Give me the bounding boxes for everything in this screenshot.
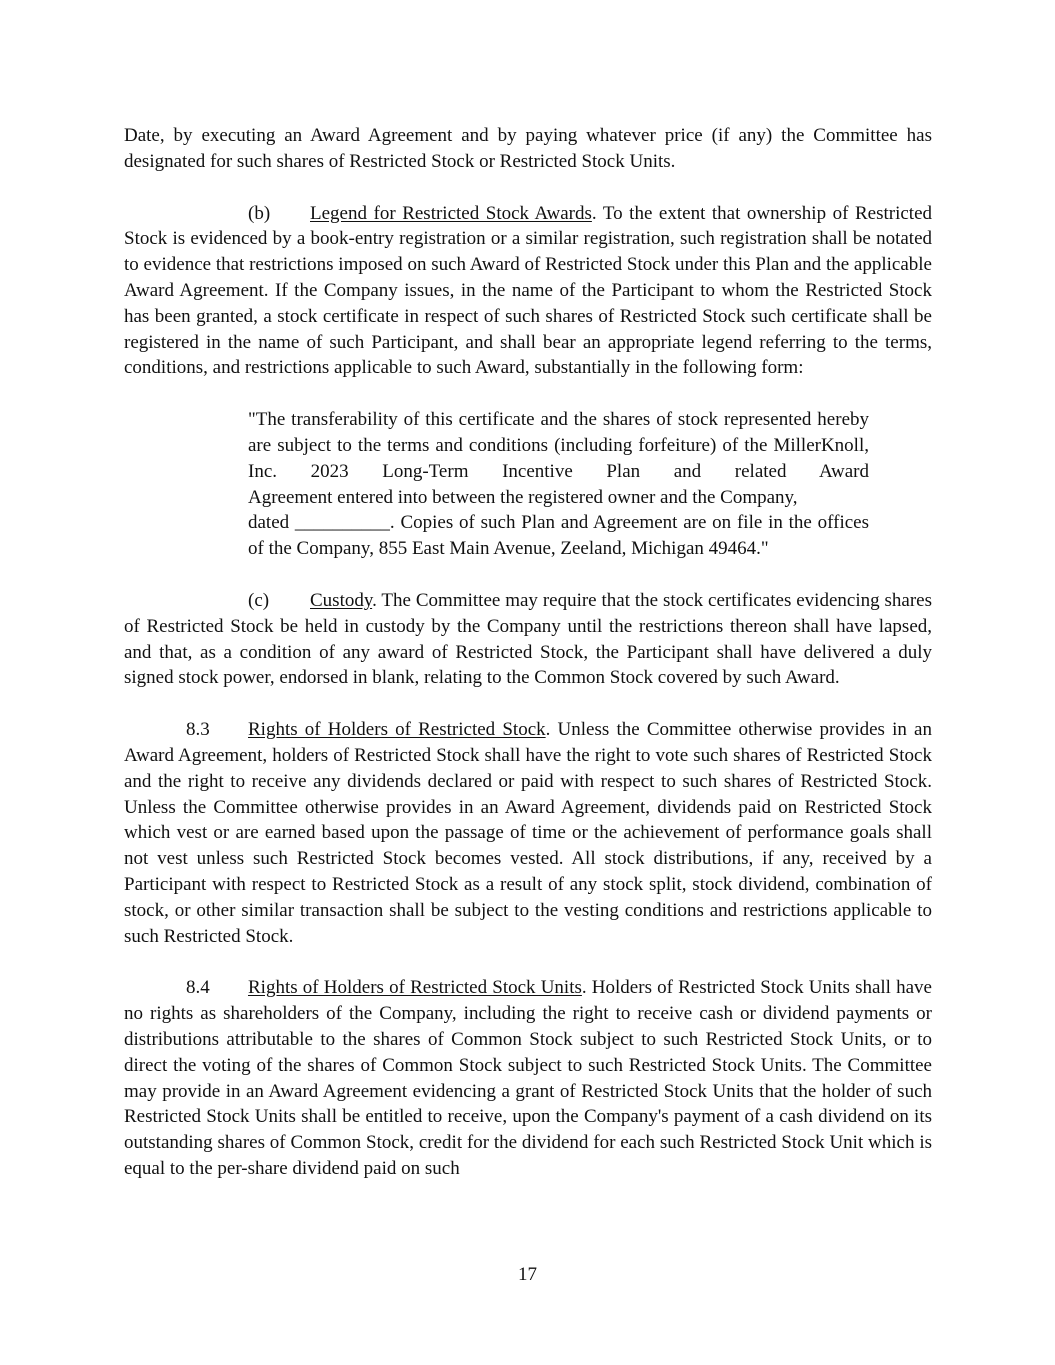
- section-c-body: . The Committee may require that the stock certificates evidencing shares of Restricted Stock be held in custody by the Company until the restrictions thereon shall have lapsed, and that, as a condition of any award of Restricted Stock, the Participant shall have delivered a duly signed stock power, endorsed in blank, relating to the Common Stock covered by such Award.: [124, 589, 932, 689]
- section-8-4-heading: Rights of Holders of Restricted Stock Units: [248, 977, 582, 999]
- section-8-3-paragraph: [124, 717, 932, 949]
- section-c-heading: Custody: [310, 589, 373, 611]
- continuation-paragraph: Date, by executing an Award Agreement and by paying whatever price (if any) the Committee has designated for such shares of Restricted Stock or Restricted Stock Units.: [124, 125, 932, 172]
- legend-quote-line-2: Agreement entered into between the registered owner and the Company,: [248, 486, 798, 508]
- legend-quote-line-3: dated __________. Copies of such Plan and Agreement are on file in the offices of the Company, 855 East Main Avenue, Zeeland, Michigan 49464.": [248, 512, 869, 560]
- page-number: 17: [518, 1264, 537, 1285]
- document-page: [124, 123, 932, 1208]
- section-8-3-body: . Unless the Committee otherwise provides in an Award Agreement, holders of Restricted Stock shall have the right to vote such shares of Restricted Stock and the right to receive any dividends declared or paid with respect to such shares of Restricted Stock. Unless the Committee otherwise provides in an Award Agreement, dividends paid on Restricted Stock which vest or are earned based upon the passage of time or the achievement of performance goals shall not vest unless such Restricted Stock becomes vested. All stock distributions, if any, received by a Participant with respect to Restricted Stock as a result of any stock split, stock dividend, combination of stock, or other similar transaction shall be subject to the vesting conditions and restrictions applicable to such Restricted Stock.: [124, 719, 932, 947]
- section-b-paragraph: [124, 201, 932, 382]
- section-b-label: (b): [248, 202, 271, 224]
- section-8-3-number: 8.3: [186, 719, 210, 741]
- section-b-body: . To the extent that ownership of Restricted Stock is evidenced by a book-entry registration or a similar registration, such registration shall be notated to evidence that restrictions imposed on such Award of Restricted Stock under this Plan and the applicable Award Agreement. If the Company issues, in the name of the Participant to whom the Restricted Stock has been granted, a stock certificate in respect of such shares of Restricted Stock such certificate shall be registered in the name of such Participant, and shall bear an appropriate legend referring to the terms, conditions, and restrictions applicable to such Award, substantially in the following form:: [124, 202, 932, 379]
- section-8-4-number: 8.4: [186, 977, 210, 999]
- section-8-4-body: . Holders of Restricted Stock Units shall have no rights as shareholders of the Company, including the right to receive cash or dividend payments or distributions attributable to the shares of Common Stock subject to such Restricted Stock Units, or to direct the voting of the shares of Common Stock subject to such Restricted Stock Units. The Committee may provide in an Award Agreement evidencing a grant of Restricted Stock Units that the holder of such Restricted Stock Units shall be entitled to receive, upon the Company's payment of a cash dividend on its outstanding shares of Common Stock, credit for the dividend for each such Restricted Stock Unit which is equal to the per-share dividend paid on such: [124, 977, 932, 1179]
- section-8-4-paragraph: [124, 975, 932, 1181]
- section-8-3-heading: Rights of Holders of Restricted Stock: [248, 719, 546, 741]
- legend-quote-block: [248, 407, 869, 562]
- section-c-paragraph: [124, 588, 932, 691]
- legend-quote-line-1: "The transferability of this certificate and the shares of stock represented hereby are subject to the terms and conditions (including forfeiture) of the MillerKnoll, Inc. 2023 Long-Term Incentive Plan and related Award: [248, 409, 869, 482]
- section-c-label: (c): [248, 589, 270, 611]
- section-b-heading: Legend for Restricted Stock Awards: [310, 202, 592, 224]
